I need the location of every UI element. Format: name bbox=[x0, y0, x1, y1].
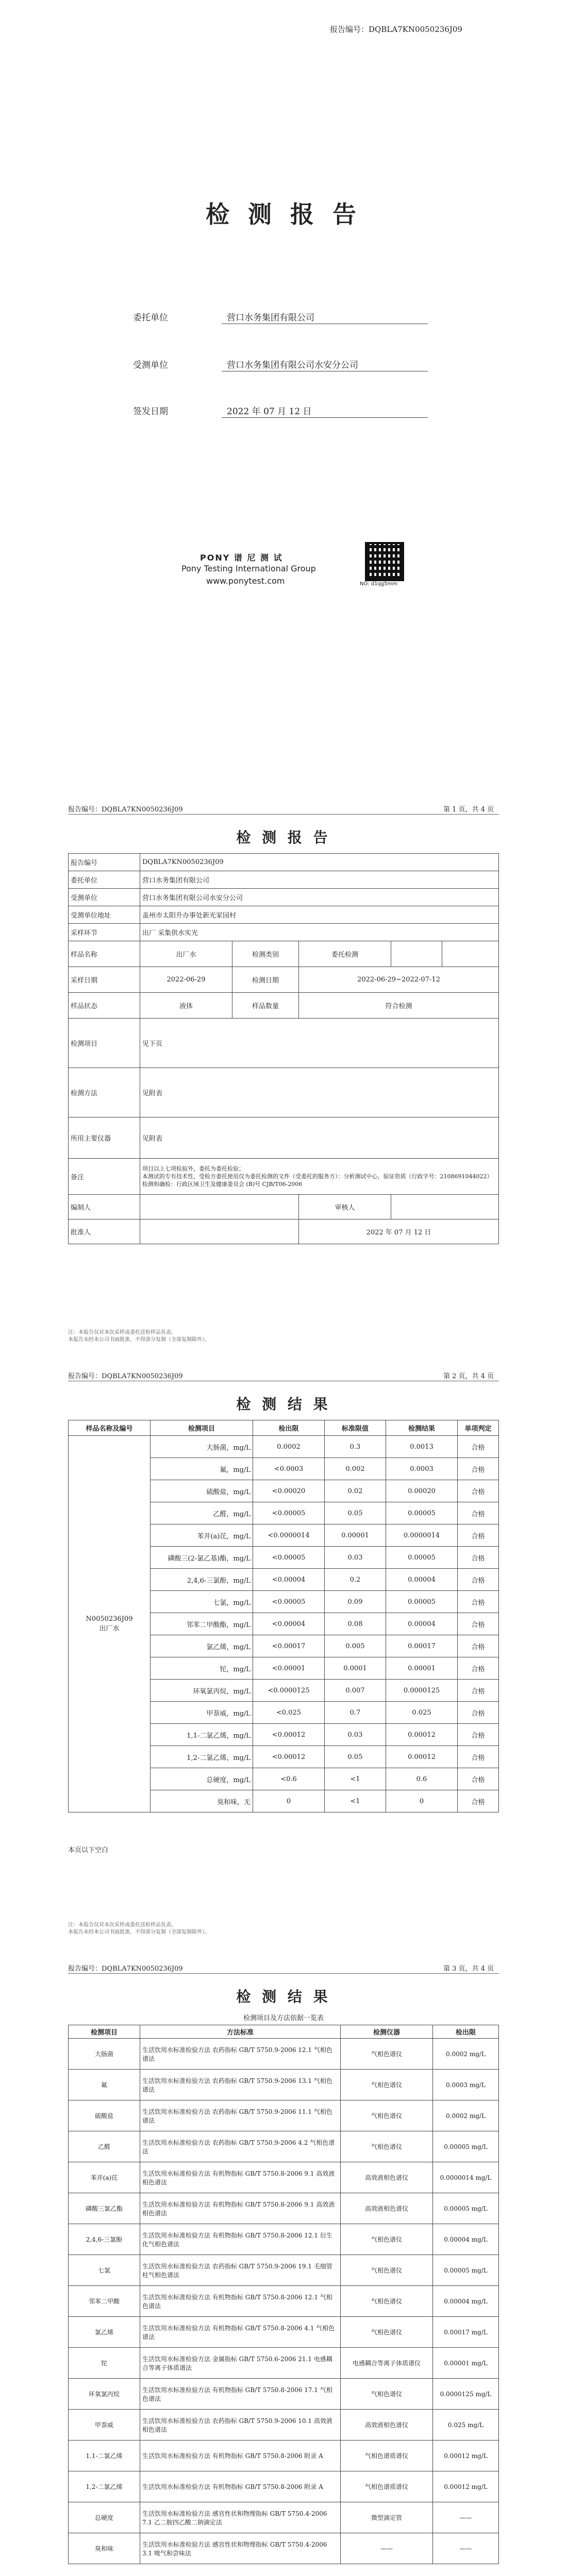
items-row bbox=[69, 1019, 499, 1068]
item-cell: 苯并(a)芘，mg/L bbox=[151, 1524, 253, 1547]
table-row bbox=[69, 2255, 499, 2286]
table-row bbox=[69, 2039, 499, 2070]
page2-end-text: 本页以下空白 bbox=[68, 1846, 109, 1854]
col-header: 标准限值 bbox=[325, 1420, 386, 1436]
category-extra bbox=[442, 941, 499, 967]
remarks-label: 备注 bbox=[69, 1159, 140, 1195]
standard-cell: 0.08 bbox=[325, 1613, 386, 1635]
info-label: 受测单位 bbox=[69, 889, 140, 906]
item-cell: 氯乙烯，mg/L bbox=[151, 1635, 253, 1657]
table-row bbox=[69, 2193, 499, 2224]
equip-label: 所用主要仪器 bbox=[69, 1117, 140, 1159]
item-cell: 邻苯二甲酸 bbox=[69, 2286, 140, 2317]
item-cell: 环氧氯丙烷 bbox=[69, 2379, 140, 2410]
qty-label: 样品数量 bbox=[232, 993, 299, 1019]
judgement-cell: 合格 bbox=[458, 1569, 499, 1591]
method-cell: 生活饮用水标准检验方法 有机物指标 GB/T 5750.8-2006 12.1 气相色谱法 bbox=[140, 2286, 341, 2317]
info-row bbox=[69, 906, 499, 924]
result-cell: 0.6 bbox=[386, 1768, 458, 1790]
limit-cell: <0.00012 bbox=[253, 1746, 325, 1768]
item-cell: 氟 bbox=[69, 2070, 140, 2100]
col-header: 方法标准 bbox=[140, 2025, 341, 2039]
item-cell: 1,1-二氯乙烯 bbox=[69, 2441, 140, 2471]
inspected-value: 营口水务集团有限公司水安分公司 bbox=[227, 360, 358, 370]
method-cell: 生活饮用水标准检验方法 有机物指标 GB/T 5750.8-2006 9.1 高效液相色谱法 bbox=[140, 2162, 341, 2193]
instrument-cell: 高效液相色谱仪 bbox=[341, 2162, 433, 2193]
page3-methods-table bbox=[68, 2025, 499, 2564]
instrument-cell: 气相色谱仪 bbox=[341, 2131, 433, 2162]
prepared-label: 编制人 bbox=[69, 1195, 140, 1219]
report-page-1 bbox=[0, 804, 567, 1370]
results-header-row bbox=[69, 1420, 499, 1436]
limit-cell: 0.00012 mg/L bbox=[433, 2441, 499, 2471]
reviewed-label: 审核人 bbox=[299, 1195, 391, 1219]
inspected-label: 受测单位 bbox=[133, 360, 168, 370]
col-header: 检测结果 bbox=[386, 1420, 458, 1436]
limit-cell: 0.00005 mg/L bbox=[433, 2193, 499, 2224]
standard-cell: <1 bbox=[325, 1768, 386, 1790]
limit-cell: 0.00005 mg/L bbox=[433, 2131, 499, 2162]
page2-title: 检 测 结 果 bbox=[236, 1396, 331, 1413]
report-number bbox=[330, 24, 462, 35]
result-cell: 0.00004 bbox=[386, 1569, 458, 1591]
table-row bbox=[69, 2471, 499, 2502]
limit-cell: 0.00017 mg/L bbox=[433, 2317, 499, 2348]
result-cell: 0.0003 bbox=[386, 1458, 458, 1480]
limit-cell: <0.00005 bbox=[253, 1502, 325, 1524]
instrument-cell: 气相色谱仪 bbox=[341, 2255, 433, 2286]
report-number-value: DQBLA7KN0050236J09 bbox=[369, 25, 462, 34]
qr-caption: NO: d1qg5mm bbox=[360, 581, 397, 587]
info-value: 营口水务集团有限公司水安分公司 bbox=[140, 889, 499, 906]
item-cell: 邻苯二甲酸酯，mg/L bbox=[151, 1613, 253, 1635]
item-cell: 1,1-二氯乙烯，mg/L bbox=[151, 1724, 253, 1746]
judgement-cell: 合格 bbox=[458, 1702, 499, 1724]
limit-cell: <0.00004 bbox=[253, 1569, 325, 1591]
reviewed-signature bbox=[391, 1195, 499, 1219]
page2-footnote: 注：本报告仅对本次采样或委托送检样品负责。 本报告未经本公司书面批准，不得部分复制（全部复制除外）。 bbox=[68, 1922, 210, 1935]
table-row bbox=[69, 1436, 499, 1458]
limit-cell: 0 bbox=[253, 1790, 325, 1812]
instrument-cell: 高效液相色谱仪 bbox=[341, 2193, 433, 2224]
item-cell: 氟，mg/L bbox=[151, 1458, 253, 1480]
item-cell: 磷酸三(2-氯乙基)酯，mg/L bbox=[151, 1547, 253, 1569]
sample-date-row bbox=[69, 967, 499, 993]
limit-cell: 0.0003 mg/L bbox=[433, 2070, 499, 2100]
table-row bbox=[69, 2286, 499, 2317]
item-cell: 氯乙烯 bbox=[69, 2317, 140, 2348]
method-label: 检测方法 bbox=[69, 1068, 140, 1117]
page1-footnote: 注：本报告仅对本次采样或委托送检样品负责。 本报告未经本公司书面批准，不得部分复制（全部复制除外）。 bbox=[68, 1330, 210, 1343]
table-row bbox=[69, 2070, 499, 2100]
category-value: 委托检测 bbox=[299, 941, 391, 967]
limit-cell: <0.00005 bbox=[253, 1547, 325, 1569]
period-label: 检测日期 bbox=[232, 967, 299, 993]
standard-cell: <1 bbox=[325, 1790, 386, 1812]
info-label: 委托单位 bbox=[69, 871, 140, 889]
limit-cell: <0.0000014 bbox=[253, 1524, 325, 1547]
judgement-cell: 合格 bbox=[458, 1790, 499, 1812]
limit-cell: <0.00004 bbox=[253, 1613, 325, 1635]
items-value: 见下页 bbox=[140, 1019, 499, 1068]
sample-id-cell: N0050236J09 出厂水 bbox=[69, 1436, 151, 1812]
result-cell: 0.00005 bbox=[386, 1502, 458, 1524]
method-cell: 生活饮用水标准检验方法 有机物指标 GB/T 5750.8-2006 4.1 气相色谱法 bbox=[140, 2317, 341, 2348]
report-page-3 bbox=[0, 1963, 567, 2576]
item-cell: 七氯 bbox=[69, 2255, 140, 2286]
limit-cell: <0.6 bbox=[253, 1768, 325, 1790]
standard-cell: 0.7 bbox=[325, 1702, 386, 1724]
info-value: 盖州市太阳升办事处新光家园村 bbox=[140, 906, 499, 924]
item-cell: 总硬度 bbox=[69, 2502, 140, 2533]
limit-cell: <0.0003 bbox=[253, 1458, 325, 1480]
limit-cell: 0.00001 mg/L bbox=[433, 2348, 499, 2379]
limit-cell: 0.00005 mg/L bbox=[433, 2255, 499, 2286]
page3-header-rule bbox=[68, 1973, 499, 1974]
report-page-2 bbox=[0, 1370, 567, 1963]
instrument-cell: 气相色谱仪 bbox=[341, 2224, 433, 2255]
sample-name-value: 出厂水 bbox=[140, 941, 232, 967]
equip-row bbox=[69, 1117, 499, 1159]
method-cell: 生活饮用水标准检验方法 有机物指标 GB/T 5750.8-2006 9.1 高效液相色谱法 bbox=[140, 2193, 341, 2224]
limit-cell: <0.00020 bbox=[253, 1480, 325, 1502]
item-cell: 大肠菌，mg/L bbox=[151, 1436, 253, 1458]
date-value: 2022 年 07 月 12 日 bbox=[227, 406, 312, 417]
instrument-cell: 气相色谱质谱仪 bbox=[341, 2441, 433, 2471]
methods-header-row bbox=[69, 2025, 499, 2039]
sample-row bbox=[69, 941, 499, 967]
page1-page-number: 第 1 页，共 4 页 bbox=[443, 806, 494, 814]
standard-cell: 0.2 bbox=[325, 1569, 386, 1591]
date-underline bbox=[222, 417, 428, 418]
client-label: 委托单位 bbox=[133, 313, 168, 323]
limit-cell: <0.0000125 bbox=[253, 1680, 325, 1702]
limit-cell: <0.00005 bbox=[253, 1591, 325, 1613]
table-row bbox=[69, 2348, 499, 2379]
client-value: 营口水务集团有限公司 bbox=[227, 313, 314, 323]
page2-report-no-label: 报告编号： bbox=[68, 1372, 102, 1380]
item-cell: 硫酸盐，mg/L bbox=[151, 1480, 253, 1502]
page1-report-no-value: DQBLA7KN0050236J09 bbox=[102, 806, 183, 814]
limit-cell: —— bbox=[433, 2502, 499, 2533]
method-value: 见附表 bbox=[140, 1068, 499, 1117]
approved-row bbox=[69, 1219, 499, 1244]
result-cell: 0.00020 bbox=[386, 1480, 458, 1502]
page3-report-no-label: 报告编号： bbox=[68, 1965, 102, 1973]
table-row bbox=[69, 2441, 499, 2471]
method-cell: 生活饮用水标准检验方法 农药指标 GB/T 5750.9-2006 12.1 气相色谱法 bbox=[140, 2039, 341, 2070]
instrument-cell: 气相色谱质谱仪 bbox=[341, 2471, 433, 2502]
result-cell: 0.00017 bbox=[386, 1635, 458, 1657]
standard-cell: 0.09 bbox=[325, 1591, 386, 1613]
result-cell: 0.0000014 bbox=[386, 1524, 458, 1547]
page3-report-no-value: DQBLA7KN0050236J09 bbox=[102, 1965, 183, 1973]
sample-state-row bbox=[69, 993, 499, 1019]
limit-cell: <0.00001 bbox=[253, 1657, 325, 1680]
instrument-cell: 高效液相色谱仪 bbox=[341, 2410, 433, 2441]
judgement-cell: 合格 bbox=[458, 1680, 499, 1702]
remarks-value: 项目以上七项检验外，委托为委托检验； 本测试的专有技术性，受检方委托使用仅为委托检测的文件（受委托的服务方）：分析测试中心，验证资质（行政字号：2108691044022） 检测和确检：行政区域卫生及健康委员会 (B)号 CJB/T06-2006 bbox=[140, 1159, 499, 1195]
page3-page-number: 第 3 页，共 4 页 bbox=[443, 1965, 494, 1973]
limit-cell: 0.0002 mg/L bbox=[433, 2100, 499, 2131]
item-cell: 铊，mg/L bbox=[151, 1657, 253, 1680]
instrument-cell: 气相色谱仪 bbox=[341, 2070, 433, 2100]
page3-title: 检 测 结 果 bbox=[236, 1988, 331, 2005]
judgement-cell: 合格 bbox=[458, 1524, 499, 1547]
method-cell: 生活饮用水标准检验方法 感官性状和物理指标 GB/T 5750.4-2006 3.1 嗅气和尝味法 bbox=[140, 2533, 341, 2564]
company-logo: PONY 谱 尼 测 试 bbox=[200, 553, 283, 563]
result-cell: 0.00012 bbox=[386, 1724, 458, 1746]
instrument-cell: 气相色谱仪 bbox=[341, 2317, 433, 2348]
cover-title: 检 测 报 告 bbox=[205, 200, 362, 228]
judgement-cell: 合格 bbox=[458, 1613, 499, 1635]
col-header: 检出限 bbox=[433, 2025, 499, 2039]
col-header: 检测仪器 bbox=[341, 2025, 433, 2039]
standard-cell: 0.02 bbox=[325, 1480, 386, 1502]
equip-value: 见附表 bbox=[140, 1117, 499, 1159]
page1-report-no bbox=[68, 804, 183, 814]
remarks-row bbox=[69, 1159, 499, 1195]
qty-value: 符合检测 bbox=[299, 993, 499, 1019]
standard-cell: 0.03 bbox=[325, 1547, 386, 1569]
page3-report-no bbox=[68, 1963, 183, 1973]
result-cell: 0 bbox=[386, 1790, 458, 1812]
col-header: 单项判定 bbox=[458, 1420, 499, 1436]
approved-date: 2022 年 07 月 12 日 bbox=[299, 1219, 499, 1244]
prepared-row bbox=[69, 1195, 499, 1219]
method-cell: 生活饮用水标准检验方法 农药指标 GB/T 5750.9-2006 10.1 高效液相色谱法 bbox=[140, 2410, 341, 2441]
page3-subtitle: 检测项目及方法依据一览表 bbox=[243, 2014, 324, 2022]
item-cell: 1,2-二氯乙烯，mg/L bbox=[151, 1746, 253, 1768]
method-cell: 生活饮用水标准检验方法 农药指标 GB/T 5750.9-2006 19.1 毛细管柱气相色谱法 bbox=[140, 2255, 341, 2286]
company-name-en: Pony Testing International Group bbox=[181, 564, 316, 573]
sample-date-label: 采样日期 bbox=[69, 967, 140, 993]
method-cell: 生活饮用水标准检验方法 有机物指标 GB/T 5750.8-2006 附录 A bbox=[140, 2441, 341, 2471]
col-header: 样品名称及编号 bbox=[69, 1420, 151, 1436]
category-label: 检测类别 bbox=[232, 941, 299, 967]
item-cell: 环氧氯丙烷，mg/L bbox=[151, 1680, 253, 1702]
instrument-cell: 气相色谱仪 bbox=[341, 2379, 433, 2410]
result-cell: 0.00001 bbox=[386, 1657, 458, 1680]
state-value: 液体 bbox=[140, 993, 232, 1019]
table-row bbox=[69, 2131, 499, 2162]
results-body bbox=[69, 1436, 499, 1812]
items-label: 检测项目 bbox=[69, 1019, 140, 1068]
sample-name-label: 样品名称 bbox=[69, 941, 140, 967]
sample-date-value: 2022-06-29 bbox=[140, 967, 232, 993]
item-cell: 七氯，mg/L bbox=[151, 1591, 253, 1613]
page1-title: 检 测 报 告 bbox=[236, 829, 331, 846]
page1-info-table bbox=[68, 853, 499, 1244]
limit-cell: <0.00017 bbox=[253, 1635, 325, 1657]
limit-cell: 0.0000014 mg/L bbox=[433, 2162, 499, 2193]
standard-cell: 0.005 bbox=[325, 1635, 386, 1657]
info-row bbox=[69, 871, 499, 889]
table-row bbox=[69, 2533, 499, 2564]
method-row bbox=[69, 1068, 499, 1117]
standard-cell: 0.05 bbox=[325, 1502, 386, 1524]
table-row bbox=[69, 2410, 499, 2441]
table-row bbox=[69, 2379, 499, 2410]
limit-cell: 0.0002 bbox=[253, 1436, 325, 1458]
date-label: 签发日期 bbox=[133, 406, 168, 417]
item-cell: 2,4,6-三氯酚 bbox=[69, 2224, 140, 2255]
judgement-cell: 合格 bbox=[458, 1635, 499, 1657]
page2-results-table bbox=[68, 1420, 499, 1812]
item-cell: 臭和味，无 bbox=[151, 1790, 253, 1812]
info-label: 受测单位地址 bbox=[69, 906, 140, 924]
page2-page-number: 第 2 页，共 4 页 bbox=[443, 1372, 494, 1380]
page1-header-rule bbox=[68, 814, 499, 815]
info-row bbox=[69, 889, 499, 906]
limit-cell: 0.0002 mg/L bbox=[433, 2039, 499, 2070]
limit-cell: 0.0000125 mg/L bbox=[433, 2379, 499, 2410]
info-label: 报告编号 bbox=[69, 854, 140, 871]
result-cell: 0.00012 bbox=[386, 1746, 458, 1768]
method-cell: 生活饮用水标准检验方法 感官性状和物理指标 GB/T 5750.4-2006 7.1 乙二胺四乙酸二钠滴定法 bbox=[140, 2502, 341, 2533]
standard-cell: 0.03 bbox=[325, 1724, 386, 1746]
result-cell: 0.00004 bbox=[386, 1613, 458, 1635]
result-cell: 0.00005 bbox=[386, 1547, 458, 1569]
standard-cell: 0.00001 bbox=[325, 1524, 386, 1547]
method-cell: 生活饮用水标准检验方法 金属指标 GB/T 5750.6-2006 21.1 电感耦合等离子体质谱法 bbox=[140, 2348, 341, 2379]
col-header: 检出限 bbox=[253, 1420, 325, 1436]
method-cell: 生活饮用水标准检验方法 有机物指标 GB/T 5750.8-2006 附录 A bbox=[140, 2471, 341, 2502]
methods-body bbox=[69, 2039, 499, 2564]
table-row bbox=[69, 2502, 499, 2533]
page1-report-no-label: 报告编号： bbox=[68, 806, 102, 814]
page2-report-no-value: DQBLA7KN0050236J09 bbox=[102, 1372, 183, 1380]
result-cell: 0.00005 bbox=[386, 1591, 458, 1613]
instrument-cell: 电感耦合等离子体质谱仪 bbox=[341, 2348, 433, 2379]
item-cell: 铊 bbox=[69, 2348, 140, 2379]
method-cell: 生活饮用水标准检验方法 农药指标 GB/T 5750.9-2006 11.1 气相色谱法 bbox=[140, 2100, 341, 2131]
result-cell: 0.025 bbox=[386, 1702, 458, 1724]
judgement-cell: 合格 bbox=[458, 1502, 499, 1524]
approved-signature bbox=[140, 1219, 299, 1244]
prepared-signature bbox=[140, 1195, 299, 1219]
item-cell: 硫酸盐 bbox=[69, 2100, 140, 2131]
item-cell: 甲萘威，mg/L bbox=[151, 1702, 253, 1724]
limit-cell: —— bbox=[433, 2533, 499, 2564]
limit-cell: 0.025 mg/L bbox=[433, 2410, 499, 2441]
item-cell: 1,2-二氯乙烯 bbox=[69, 2471, 140, 2502]
table-row bbox=[69, 2100, 499, 2131]
instrument-cell: —— bbox=[341, 2533, 433, 2564]
info-value: DQBLA7KN0050236J09 bbox=[140, 854, 499, 871]
method-cell: 生活饮用水标准检验方法 有机物指标 GB/T 5750.8-2006 12.1 衍生化气相色谱法 bbox=[140, 2224, 341, 2255]
limit-cell: 0.00004 mg/L bbox=[433, 2224, 499, 2255]
judgement-cell: 合格 bbox=[458, 1458, 499, 1480]
table-row bbox=[69, 2317, 499, 2348]
judgement-cell: 合格 bbox=[458, 1724, 499, 1746]
standard-cell: 0.05 bbox=[325, 1746, 386, 1768]
limit-cell: <0.025 bbox=[253, 1702, 325, 1724]
judgement-cell: 合格 bbox=[458, 1436, 499, 1458]
report-number-label: 报告编号： bbox=[330, 25, 369, 34]
instrument-cell: 微型滴定管 bbox=[341, 2502, 433, 2533]
instrument-cell: 气相色谱仪 bbox=[341, 2100, 433, 2131]
item-cell: 大肠菌 bbox=[69, 2039, 140, 2070]
judgement-cell: 合格 bbox=[458, 1547, 499, 1569]
category-note bbox=[391, 941, 442, 967]
item-cell: 苯并(a)芘 bbox=[69, 2162, 140, 2193]
page2-report-no bbox=[68, 1370, 183, 1380]
method-cell: 生活饮用水标准检验方法 农药指标 GB/T 5750.9-2006 13.1 气相色谱法 bbox=[140, 2070, 341, 2100]
method-cell: 生活饮用水标准检验方法 有机物指标 GB/T 5750.8-2006 17.1 气相色谱法 bbox=[140, 2379, 341, 2410]
state-label: 样品状态 bbox=[69, 993, 140, 1019]
judgement-cell: 合格 bbox=[458, 1768, 499, 1790]
limit-cell: 0.00004 mg/L bbox=[433, 2286, 499, 2317]
item-cell: 乙醛，mg/L bbox=[151, 1502, 253, 1524]
instrument-cell: 气相色谱仪 bbox=[341, 2286, 433, 2317]
item-cell: 2,4,6-三氯酚，mg/L bbox=[151, 1569, 253, 1591]
company-website: www.ponytest.com bbox=[206, 576, 285, 586]
judgement-cell: 合格 bbox=[458, 1591, 499, 1613]
standard-cell: 0.0001 bbox=[325, 1657, 386, 1680]
cover-page bbox=[0, 0, 567, 804]
judgement-cell: 合格 bbox=[458, 1657, 499, 1680]
info-row bbox=[69, 854, 499, 871]
item-cell: 甲萘威 bbox=[69, 2410, 140, 2441]
table-row bbox=[69, 2224, 499, 2255]
limit-cell: <0.00012 bbox=[253, 1724, 325, 1746]
item-cell: 总硬度，mg/L bbox=[151, 1768, 253, 1790]
item-cell: 磷酸三氯乙酯 bbox=[69, 2193, 140, 2224]
col-header: 检测项目 bbox=[69, 2025, 140, 2039]
approved-label: 批准人 bbox=[69, 1219, 140, 1244]
result-cell: 0.0000125 bbox=[386, 1680, 458, 1702]
info-value: 出厂 采集供水实光 bbox=[140, 924, 499, 941]
standard-cell: 0.002 bbox=[325, 1458, 386, 1480]
item-cell: 乙醛 bbox=[69, 2131, 140, 2162]
method-cell: 生活饮用水标准检验方法 农药指标 GB/T 5750.9-2006 4.2 气相色谱法 bbox=[140, 2131, 341, 2162]
col-header: 检测项目 bbox=[151, 1420, 253, 1436]
judgement-cell: 合格 bbox=[458, 1746, 499, 1768]
info-value: 营口水务集团有限公司 bbox=[140, 871, 499, 889]
standard-cell: 0.3 bbox=[325, 1436, 386, 1458]
standard-cell: 0.007 bbox=[325, 1680, 386, 1702]
table-row bbox=[69, 2162, 499, 2193]
result-cell: 0.0013 bbox=[386, 1436, 458, 1458]
judgement-cell: 合格 bbox=[458, 1480, 499, 1502]
period-value: 2022-06-29~2022-07-12 bbox=[299, 967, 499, 993]
info-row bbox=[69, 924, 499, 941]
qr-code bbox=[365, 542, 404, 581]
instrument-cell: 气相色谱仪 bbox=[341, 2039, 433, 2070]
item-cell: 臭和味 bbox=[69, 2533, 140, 2564]
limit-cell: 0.00012 mg/L bbox=[433, 2471, 499, 2502]
info-label: 采样环节 bbox=[69, 924, 140, 941]
